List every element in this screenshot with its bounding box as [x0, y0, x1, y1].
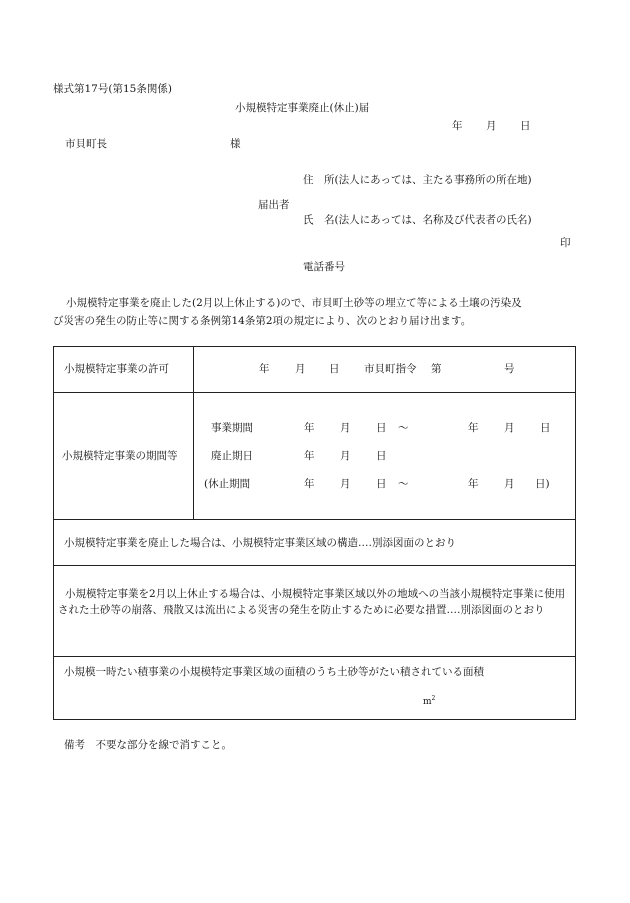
- intro-line-2: び災害の発生の防止等に関する条例第14条第2項の規定により、次のとおり届け出ます。: [53, 315, 472, 327]
- bp-end-day: 日: [540, 422, 551, 434]
- intro-line-1: 小規模特定事業を廃止した(2月以上休止する)ので、市貝町土砂等の埋立て等による土壌の汚染及: [66, 297, 522, 309]
- ad-month: 月: [340, 450, 351, 462]
- date-month: 月: [486, 120, 497, 132]
- bp-end-month: 月: [504, 422, 515, 434]
- abolition-date-label: 廃止期日: [211, 450, 253, 462]
- bp-start-year: 年: [304, 422, 315, 434]
- addressee: 市貝町長: [65, 138, 107, 150]
- area-unit-exponent: 2: [431, 695, 436, 702]
- bp-start-month: 月: [340, 422, 351, 434]
- name-label: 氏 名(法人にあっては、名称及び代表者の氏名): [303, 214, 532, 226]
- notification-table: [53, 346, 576, 720]
- bp-end-year: 年: [468, 422, 479, 434]
- date-day: 日: [520, 120, 531, 132]
- permit-day: 日: [329, 363, 340, 375]
- column-divider: [193, 347, 194, 519]
- seal-mark: 印: [560, 237, 571, 249]
- date-year: 年: [452, 120, 463, 132]
- sp-start-year: 年: [304, 478, 315, 490]
- permit-dai: 第: [431, 363, 442, 375]
- row-divider: [54, 519, 575, 520]
- remarks: 備考 不要な部分を線で消すこと。: [64, 739, 232, 751]
- permit-month: 月: [295, 363, 306, 375]
- form-title: 小規模特定事業廃止(休止)届: [235, 102, 370, 114]
- phone-label: 電話番号: [303, 261, 345, 273]
- permit-label: 小規模特定事業の許可: [64, 363, 169, 375]
- bp-start-day: 日: [376, 422, 387, 434]
- sp-end-month: 月: [504, 478, 515, 490]
- form-number: 様式第17号(第15条関係): [53, 83, 172, 95]
- honorific: 様: [230, 138, 241, 150]
- suspended-note: 小規模特定事業を2月以上休止する場合は、小規模特定事業区域以外の地域への当該小規模特定事業に使用された土砂等の崩落、飛散又は流出による災害の発生を防止するために必要な措置‥‥別添図面のとおり: [58, 588, 566, 616]
- area-unit: [423, 695, 435, 709]
- ad-year: 年: [304, 450, 315, 462]
- permit-go: 号: [504, 363, 515, 375]
- sp-start-day: 日: [376, 478, 387, 490]
- ad-day: 日: [376, 450, 387, 462]
- row-divider: [54, 392, 575, 393]
- area-unit-base: m: [423, 697, 432, 707]
- sp-tilde: ～: [398, 478, 409, 490]
- permit-designation: 市貝町指令: [364, 363, 417, 375]
- business-period-label: 事業期間: [211, 422, 253, 434]
- area-label: 小規模一時たい積事業の小規模特定事業区域の面積のうち土砂等がたい積されている面積: [64, 666, 484, 678]
- row-divider: [54, 565, 575, 566]
- row-divider: [54, 656, 575, 657]
- bp-tilde: ～: [398, 422, 409, 434]
- abolished-note: 小規模特定事業を廃止した場合は、小規模特定事業区域の構造‥‥別添図面のとおり: [64, 537, 457, 549]
- sp-end-year: 年: [468, 478, 479, 490]
- period-label: 小規模特定事業の期間等: [62, 450, 178, 462]
- permit-year: 年: [259, 363, 270, 375]
- address-label: 住 所(法人にあっては、主たる事務所の所在地): [303, 174, 532, 186]
- sp-start-month: 月: [340, 478, 351, 490]
- suspension-period-label: (休止期間: [204, 478, 251, 490]
- applicant-role-label: 届出者: [258, 199, 290, 211]
- sp-end-day: 日): [535, 478, 550, 490]
